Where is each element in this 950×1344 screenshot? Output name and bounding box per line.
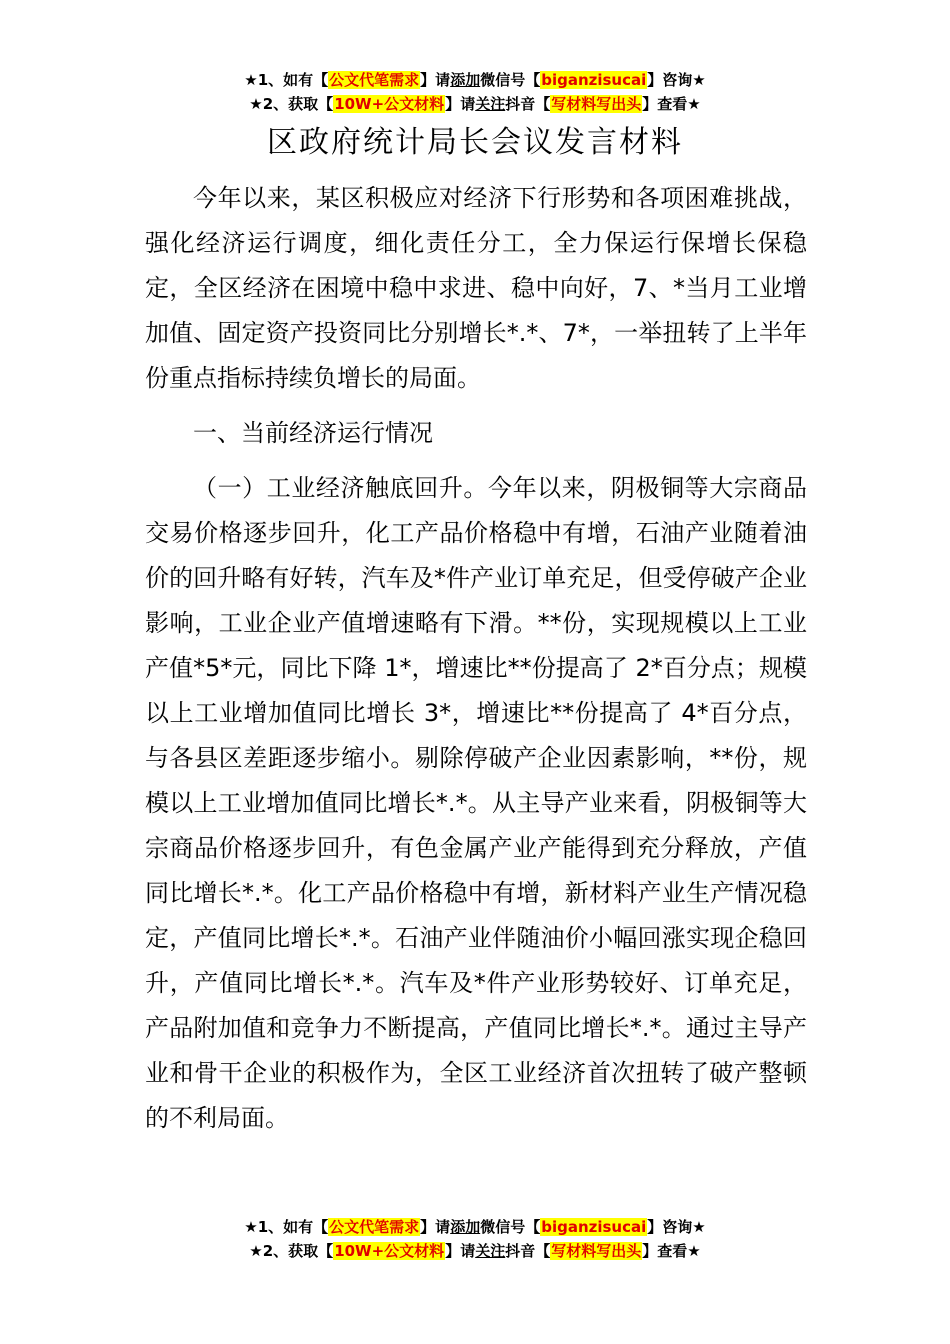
banner-line-2 bbox=[0, 92, 950, 116]
banner-line-1 bbox=[0, 1215, 950, 1239]
banner-wechat-id: biganzisucai bbox=[541, 71, 647, 89]
banner-text: 抖音【 bbox=[505, 95, 551, 113]
banner-highlight: 10W+公文材料 bbox=[334, 95, 445, 113]
banner-douyin-id: 写材料写出头 bbox=[551, 1242, 642, 1260]
banner-emphasis: 关注 bbox=[475, 1242, 506, 1260]
banner-emphasis: 添加 bbox=[450, 71, 481, 89]
banner-highlight: 10W+公文材料 bbox=[334, 1242, 445, 1260]
banner-text: 】请 bbox=[420, 1218, 451, 1236]
banner-text: 】请 bbox=[445, 95, 476, 113]
banner-text: 】请 bbox=[420, 71, 451, 89]
banner-highlight: 公文代笔需求 bbox=[329, 71, 420, 89]
banner-text: 】请 bbox=[445, 1242, 476, 1260]
document-title: 区政府统计局长会议发言材料 bbox=[267, 125, 683, 160]
banner-highlight: 公文代笔需求 bbox=[329, 1218, 420, 1236]
banner-text: ★2、获取【 bbox=[249, 1242, 334, 1260]
banner-text: 微信号【 bbox=[480, 1218, 541, 1236]
banner-text: 微信号【 bbox=[480, 71, 541, 89]
footer-banner bbox=[0, 1215, 950, 1263]
banner-line-1 bbox=[0, 68, 950, 92]
banner-emphasis: 添加 bbox=[450, 1218, 481, 1236]
paragraph-intro: 今年以来，某区积极应对经济下行形势和各项困难挑战，强化经济运行调度，细化责任分工，全力保运行保增长保稳定，全区经济在困境中稳中求进、稳中向好，7、*当月工业增加值、固定资产投资同比分别增长*.*、7*，一举扭转了上半年份重点指标持续负增长的局面。 bbox=[145, 184, 807, 392]
header-banner bbox=[0, 68, 950, 116]
banner-text: 】查看★ bbox=[642, 1242, 701, 1260]
banner-text: ★1、如有【 bbox=[244, 71, 329, 89]
banner-text: ★1、如有【 bbox=[244, 1218, 329, 1236]
banner-wechat-id: biganzisucai bbox=[541, 1218, 647, 1236]
banner-emphasis: 关注 bbox=[475, 95, 506, 113]
document-body bbox=[145, 176, 807, 1151]
banner-line-2 bbox=[0, 1239, 950, 1263]
paragraph-industry: （一）工业经济触底回升。今年以来，阴极铜等大宗商品交易价格逐步回升，化工产品价格稳中有增，石油产业随着油价的回升略有好转，汽车及*件产业订单充足，但受停破产企业影响，工业企业产值增速略有下滑。**份，实现规模以上工业产值*5*元，同比下降 1*，增速比**份提高了 2*百分点；规模以上工业增加值同比增长 3*，增速比**份提高了 4*百分点，与各县区差距逐步缩小。剔除停破产企业因素影响，**份，规模以上工业增加值同比增长*.*。从主导产业来看，阴极铜等大宗商品价格逐步回升，有色金属产业产能得到充分释放，产值同比增长*.*。化工产品价格稳中有增，新材料产业生产情况稳定，产值同比增长*.*。石油产业伴随油价小幅回涨实现企稳回升，产值同比增长*.*。汽车及*件产业形势较好、订单充足，产品附加值和竞争力不断提高，产值同比增长*.*。通过主导产业和骨干企业的积极作为，全区工业经济首次扭转了破产整顿的不利局面。 bbox=[145, 474, 807, 1132]
banner-text: ★2、获取【 bbox=[249, 95, 334, 113]
section-heading: 一、当前经济运行情况 bbox=[193, 419, 433, 447]
banner-text: 】咨询★ bbox=[647, 71, 706, 89]
banner-text: 】查看★ bbox=[642, 95, 701, 113]
banner-douyin-id: 写材料写出头 bbox=[551, 95, 642, 113]
banner-text: 】咨询★ bbox=[647, 1218, 706, 1236]
banner-text: 抖音【 bbox=[505, 1242, 551, 1260]
